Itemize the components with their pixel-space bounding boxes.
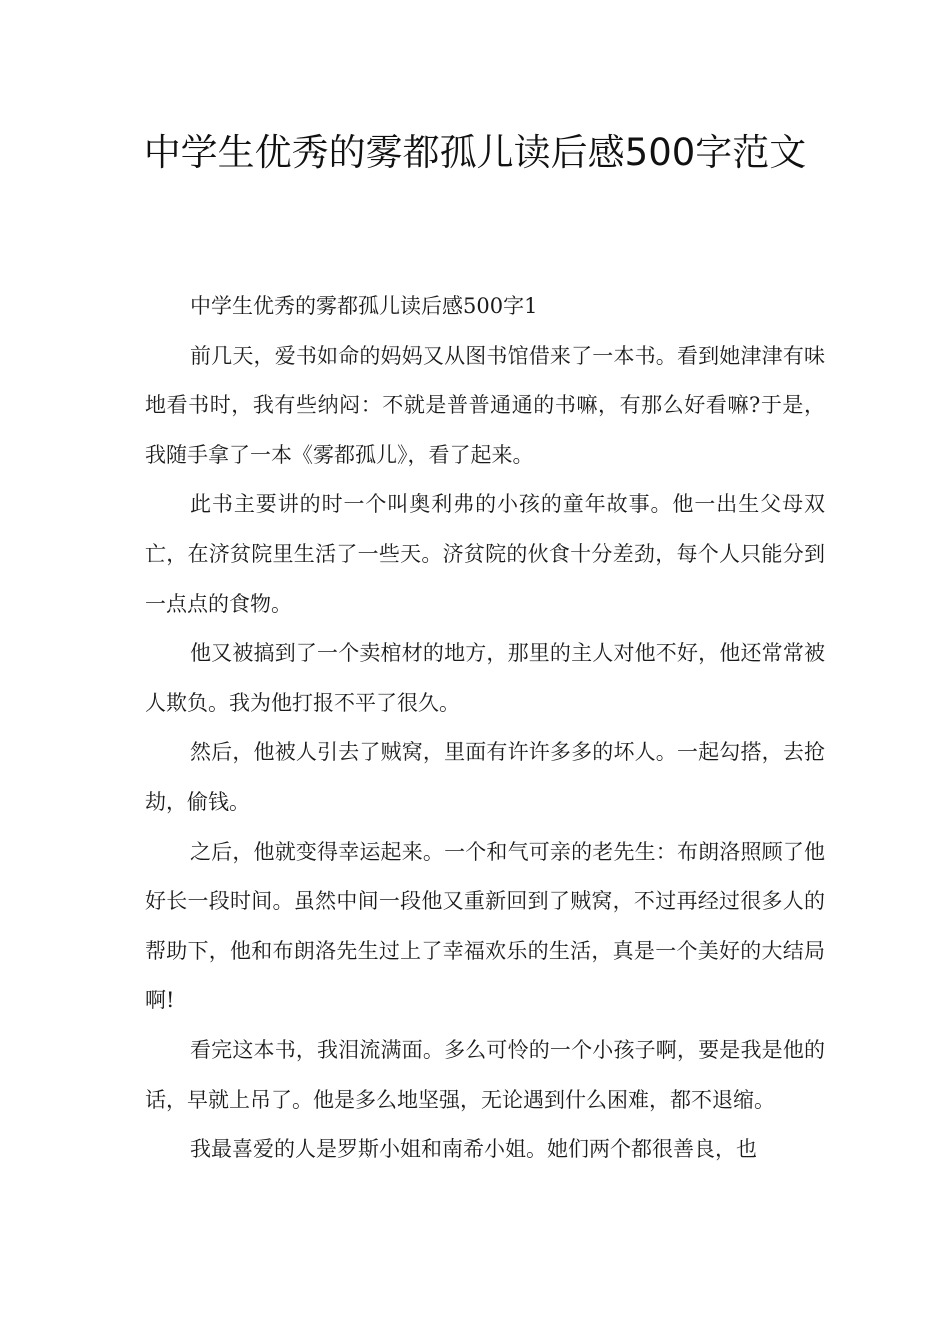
paragraph-subtitle: 中学生优秀的雾都孤儿读后感500字1 [190,294,538,318]
paragraph: 然后，他被人引去了贼窝，里面有许许多多的坏人。一起勾搭，去抢劫，偷钱。 [145,740,825,814]
document-body [145,282,825,1175]
paragraph: 前几天，爱书如命的妈妈又从图书馆借来了一本书。看到她津津有味地看书时，我有些纳闷：不就是普普通通的书嘛，有那么好看嘛?于是，我随手拿了一本《雾都孤儿》，看了起来。 [145,343,825,467]
paragraph: 之后，他就变得幸运起来。一个和气可亲的老先生：布朗洛照顾了他好长一段时间。虽然中间一段他又重新回到了贼窝，不过再经过很多人的帮助下，他和布朗洛先生过上了幸福欢乐的生活，真是一个美好的大结局啊! [145,839,825,1013]
paragraph: 我最喜爱的人是罗斯小姐和南希小姐。她们两个都很善良，也 [190,1137,757,1162]
document-title: 中学生优秀的雾都孤儿读后感500字范文 [143,131,807,174]
paragraph: 此书主要讲的时一个叫奥利弗的小孩的童年故事。他一出生父母双亡，在济贫院里生活了一些天。济贫院的伙食十分差劲，每个人只能分到一点点的食物。 [145,492,825,616]
paragraph: 他又被搞到了一个卖棺材的地方，那里的主人对他不好，他还常常被人欺负。我为他打报不平了很久。 [145,641,825,715]
paragraph: 看完这本书，我泪流满面。多么可怜的一个小孩子啊，要是我是他的话，早就上吊了。他是多么地坚强，无论遇到什么困难，都不退缩。 [145,1037,825,1112]
